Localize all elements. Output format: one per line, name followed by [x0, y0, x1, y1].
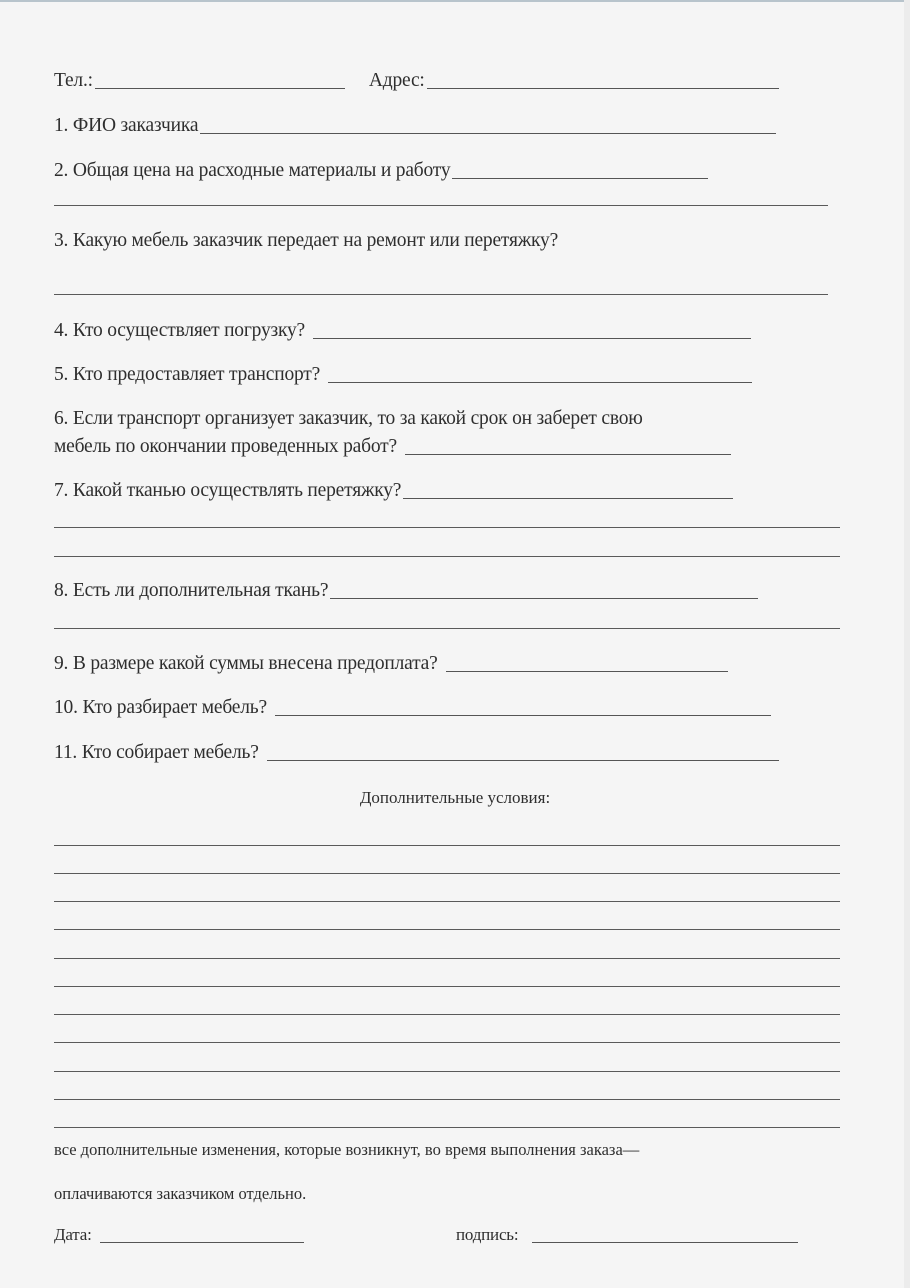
conditions-line-10[interactable] — [54, 1099, 840, 1100]
total-price-field-line2[interactable] — [54, 205, 828, 206]
transport-field[interactable] — [328, 382, 752, 383]
pickup-term-field[interactable] — [405, 454, 731, 455]
date-row — [54, 1224, 304, 1246]
question-11 — [54, 742, 779, 764]
fabric-field-line2[interactable] — [54, 527, 840, 528]
signature-row — [456, 1224, 798, 1246]
question-10 — [54, 697, 771, 719]
prepayment-field[interactable] — [446, 671, 728, 672]
fabric-field[interactable] — [403, 498, 733, 499]
conditions-line-2[interactable] — [54, 873, 840, 874]
question-4 — [54, 320, 751, 342]
question-5 — [54, 364, 752, 386]
conditions-line-7[interactable] — [54, 1014, 840, 1015]
conditions-line-11[interactable] — [54, 1127, 840, 1128]
question-4-label: 4. Кто осуществляет погрузку? — [54, 320, 306, 341]
question-11-label: 11. Кто собирает мебель? — [54, 742, 259, 763]
conditions-line-9[interactable] — [54, 1071, 840, 1072]
conditions-line-1[interactable] — [54, 845, 840, 846]
question-10-label: 10. Кто разбирает мебель? — [54, 697, 267, 718]
fabric-field-line3[interactable] — [54, 556, 840, 557]
question-6-label-line2: мебель по окончании проведенных работ? — [54, 436, 397, 457]
question-9-label: 9. В размере какой суммы внесена предоплата? — [54, 653, 438, 674]
conditions-line-3[interactable] — [54, 901, 840, 902]
note-line-1: все дополнительные изменения, которые возникнут, во время выполнения заказа— — [54, 1140, 640, 1159]
conditions-line-6[interactable] — [54, 986, 840, 987]
question-3-label: 3. Какую мебель заказчик передает на ремонт или перетяжку? — [54, 230, 559, 251]
date-label: Дата: — [54, 1225, 92, 1244]
question-2-label: 2. Общая цена на расходные материалы и работу — [54, 160, 451, 181]
question-6-label-line1: 6. Если транспорт организует заказчик, то за какой срок он заберет свою — [54, 408, 643, 429]
note-line-2: оплачиваются заказчиком отдельно. — [54, 1184, 307, 1203]
date-field[interactable] — [100, 1242, 304, 1243]
loading-field[interactable] — [313, 338, 751, 339]
customer-name-field[interactable] — [200, 133, 776, 134]
signature-field[interactable] — [532, 1242, 798, 1243]
question-6-cont — [54, 436, 731, 458]
question-1-label: 1. ФИО заказчика — [54, 115, 199, 136]
scan-right-edge — [904, 0, 910, 1288]
furniture-field[interactable] — [54, 294, 828, 295]
conditions-line-5[interactable] — [54, 958, 840, 959]
question-5-label: 5. Кто предоставляет транспорт? — [54, 364, 321, 385]
question-7 — [54, 480, 733, 502]
phone-field[interactable] — [95, 88, 345, 89]
phone-label: Тел.: — [54, 70, 93, 91]
question-9 — [54, 653, 728, 675]
extra-fabric-field[interactable] — [330, 598, 758, 599]
assembly-field[interactable] — [267, 760, 779, 761]
conditions-line-4[interactable] — [54, 929, 840, 930]
question-8-label: 8. Есть ли дополнительная ткань? — [54, 580, 329, 601]
question-6 — [54, 408, 643, 430]
signature-label: подпись: — [456, 1225, 519, 1244]
question-3 — [54, 230, 558, 252]
extra-fabric-field-line2[interactable] — [54, 628, 840, 629]
question-1 — [54, 115, 776, 137]
total-price-field[interactable] — [452, 178, 708, 179]
additional-conditions-title: Дополнительные условия: — [359, 788, 551, 807]
question-2 — [54, 160, 708, 182]
scan-top-edge — [0, 0, 910, 2]
header-row — [54, 70, 779, 92]
question-7-label: 7. Какой тканью осуществлять перетяжку? — [54, 480, 402, 501]
address-label: Адрес: — [368, 70, 425, 91]
disassembly-field[interactable] — [275, 715, 771, 716]
address-field[interactable] — [427, 88, 779, 89]
question-8 — [54, 580, 758, 602]
conditions-line-8[interactable] — [54, 1042, 840, 1043]
